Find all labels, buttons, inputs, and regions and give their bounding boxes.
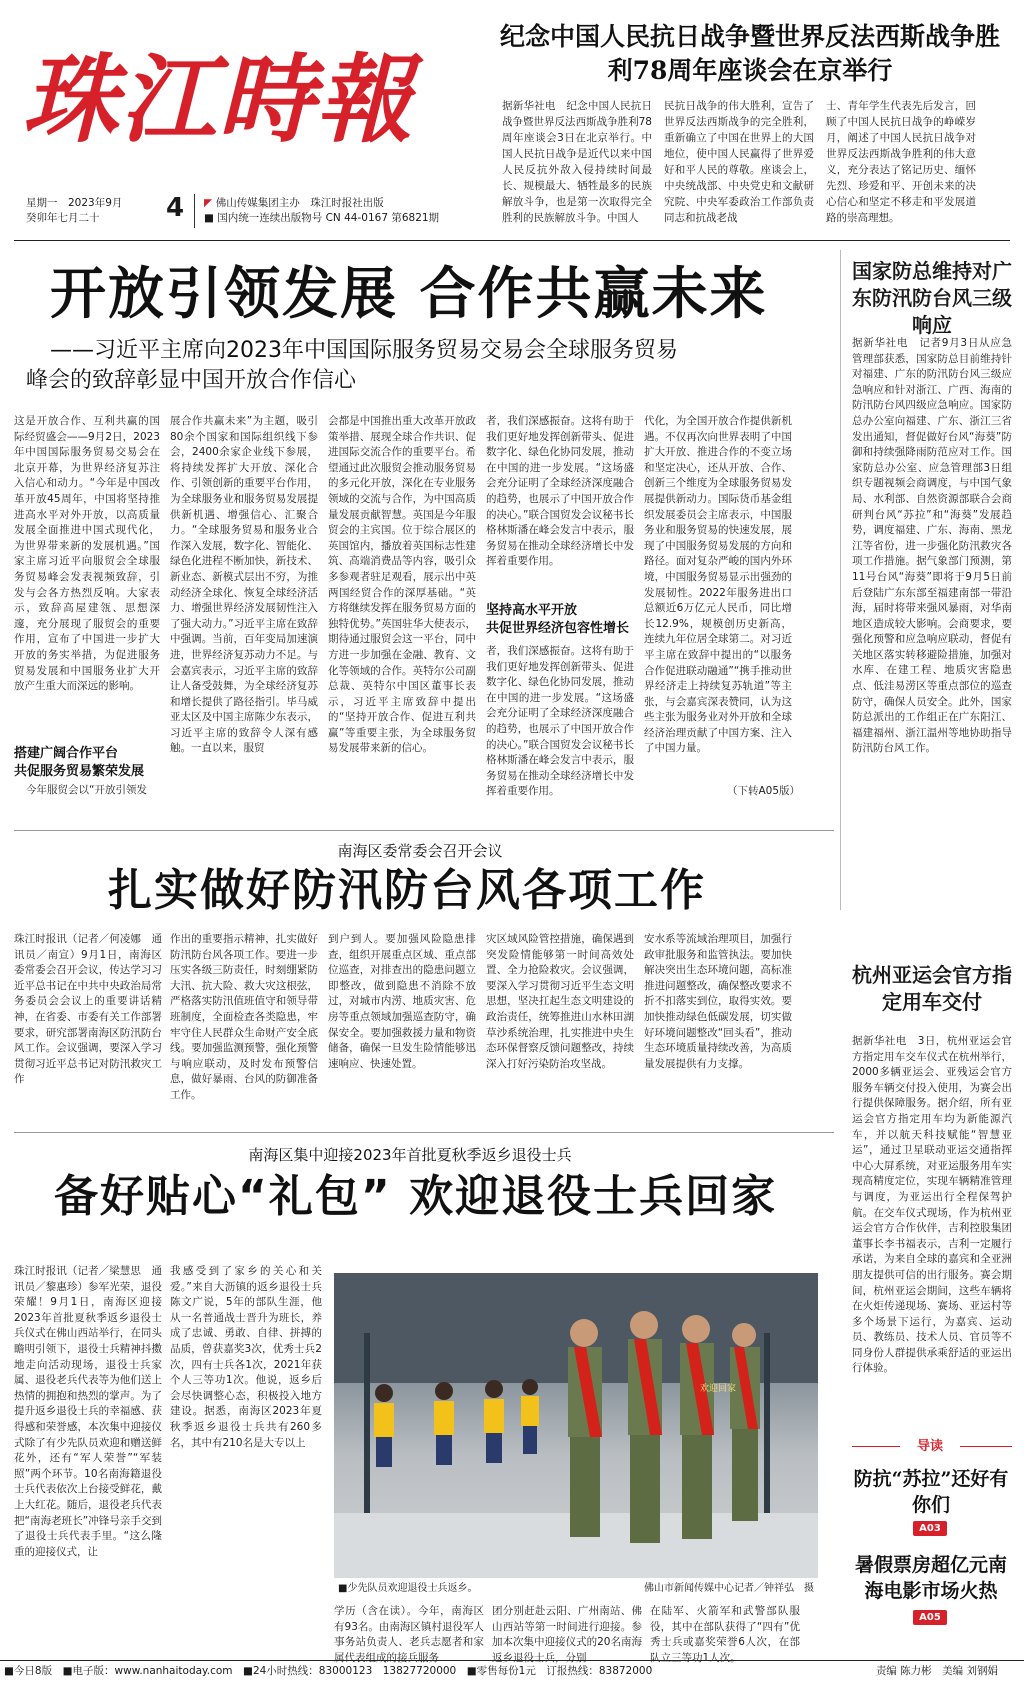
second-story-kicker: 南海区委常委会召开会议 bbox=[337, 842, 503, 860]
second-col-3: 到户到人。要加强风险隐患排查，组织开展重点区域、重点部位巡查，对排查出的隐患问题立即整改，做到隐患不消除不放过，对城市内涝、地质灾害、危房等重点领域加强巡查防守，确保安全。要加强救援力量和物资储备，确保一旦发生险情能够迅速响应、快速处置。 bbox=[328, 933, 476, 1070]
second-col-1: 珠江时报讯（记者／何凌娜 通讯员／南宣）9月1日，南海区委常委会召开会议，传达学习习近平总书记在中共中央政治局常务委员会会议上的重要讲话精神，在省委、市委有关工作部署要求，研究部署南海区防汛防台风工作。会议强调，要深入学习贯彻习近平总书记对防汛救灾工作 bbox=[14, 933, 162, 1086]
top-story-col-3: 士、青年学生代表先后发言，回顾了中国人民抗日战争的峥嵘岁月，阐述了中国人民抗日战争对世界反法西斯战争胜利的伟大意义，充分表达了铭记历史、缅怀先烈、珍爱和平、开创未来的决心信心和坚定不移走和平发展道路的崇高理想。 bbox=[826, 100, 976, 224]
under-photo-col-3: 在陆军、火箭军和武警部队服役，其中在部队获得了“四有”优秀士兵或嘉奖荣誉6人次，在部队立三等功1人次。 bbox=[650, 1605, 800, 1664]
under-photo-col-1: 学历（含在读）。今年，南海区有93名。由南海区镇村退役军人事务站负责人、老兵志愿者和家属代表组成的接兵服务 bbox=[334, 1605, 484, 1664]
page-number: 4 bbox=[166, 193, 185, 223]
date-block bbox=[26, 196, 156, 226]
rc1-body: 据新华社电 记者9月3日从应急管理部获悉，国家防总目前维持针对福建、广东的防汛防台风三级应急响应和针对浙江、广西、海南的防汛防台风四级应急响应。国家防总办公室向福建、广东、浙江三省发出通知，督促做好台风“海葵”防御和持续强降雨防范应对工作。国家防总办公室、应急管理部3日组织专题视频会商调度，与中国气象局、水利部、自然资源部联合会商研判台风“苏拉”和“海葵”发展趋势，调度福建、广东、海南、黑龙江等省份，进一步强化防汛救灾各项工作措施。据气象部门预测，第11号台风“海葵”即将于9月5日前后登陆广东东部至福建南部一带沿海，届时将带来强风暴雨，对华南地区造成较大影响。会商要求，要强化预警和应急响应联动，督促有关地区落实转移避险措施，加强对水库、在建工程、地质灾害隐患点、低洼易涝区等重点部位的巡查防守，确保人员安全。此外，国家防总派出的工作组正在广东阳江、福建福州、浙江温州等地协助指导防汛防台风工作。 bbox=[852, 337, 1012, 755]
main-mid-subhead: 坚持高水平开放 共促世界经济包容性增长 bbox=[486, 603, 630, 636]
footer-info: ■今日8版 ■电子版：www.nanhaitoday.com ■24小时热线：83000123 13827720000 ■零售每份1元 订报热线：83872000 bbox=[4, 1665, 653, 1677]
main-col-4b: 者，我们深感振奋。这将有助于我们更好地发挥创新带头、促进数字化、绿色化协同发展，推动在中国的进一步发展。“这场盛会充分证明了全球经济深度融合的趋势，也展示了中国开放合作的决心。”联合国贸发会议秘书长格林斯潘在峰会发言中表示，服务贸易在推动全球经济增长中发挥着重要作用。 bbox=[486, 645, 634, 798]
license-line: ■ 国内统一连续出版物号 CN 44-0167 第6821期 bbox=[204, 212, 440, 224]
soldier-1 bbox=[568, 1319, 602, 1537]
divider bbox=[194, 194, 195, 228]
main-col-4: 者，我们深感振奋。这将有助于我们更好地发挥创新带头、促进数字化、绿色化协同发展，推动在中国的进一步发展。“这场盛会充分证明了全球经济深度融合的趋势，也展示了中国开放合作的决心。”联合国贸发会议秘书长格林斯潘在峰会发言中表示，服务贸易在推动全球经济增长中发挥着重要作用。 bbox=[486, 415, 634, 568]
guide-item-1-title[interactable]: 防抗“苏拉”还好有你们 bbox=[853, 1468, 1009, 1516]
pillar-right bbox=[764, 1333, 770, 1513]
second-col-5: 安水系等流域治理项目，加强行政审批服务和监管执法。要加快解决突出生态环境问题，高标准推进问题整改，确保整改要求不折不扣落实到位，取得实效。要加快推动绿色低碳发展，切实做好环境问题整改“回头看”，推动生态环境质量持续改善，为高质量发展提供有力支撑。 bbox=[644, 933, 792, 1070]
photo-illustration bbox=[334, 1273, 818, 1578]
second-col-4: 灾区域风险管控措施，确保遇到突发险情能够第一时间高效处置、全力抢险救灾。会议强调，要深入学习贯彻习近平生态文明思想，坚决扛起生态文明建设的政治责任，统筹推进山水林田湖草沙系统治理，扎实推进中央生态环保督察反馈问题整改，持续深入打好污染防治攻坚战。 bbox=[486, 933, 634, 1070]
rc2-body: 据新华社电 3日，杭州亚运会官方指定用车交车仪式在杭州举行，2000多辆亚运会、亚残运会官方服务车辆交付投入使用，为赛会出行提供保障服务。据介绍，所有亚运会官方指定用车均为新能源汽车，并以航天科技赋能“智慧亚运”，通过卫星联动亚运交通指挥中心大屏系统，对亚运服务用车实现高精度定位，实现车辆精准管理与调度，为亚运出行全程保驾护航。在交车仪式现场，作为杭州亚运会官方合作伙伴，吉利控股集团董事长李书福表示，吉利一定履行承诺，为来自全球的嘉宾和全亚洲朋友提供可信的出行服务。赛会期间，杭州亚运会期间，这些车辆将在火炬传递现场、赛场、亚运村等多个场景下运行，为嘉宾、运动员、教练员、技术人员、官员等不同身份人群提供承乘舒适的亚运出行体验。 bbox=[852, 1035, 1012, 1375]
soldier-3 bbox=[680, 1315, 714, 1539]
dateline bbox=[26, 192, 466, 234]
publisher-block bbox=[204, 196, 474, 226]
main-col-5: 代化，为全国开放合作提供新机遇。不仅再次向世界表明了中国扩大开放、推进合作的不变立场和坚定决心，还从开放、合作、创新三个维度为全球服务贸易发展提供新动力。国际货币基金组织发展委员会主席表示，中国服务业和服务贸易的快速发展，展现了中国服务贸易发展的方向和路径。面对复杂严峻的国内外环境，中国服务贸易显示出强劲的发展韧性。2022年服务进出口总额近6万亿元人民币，同比增长12.9%，规模创历史新高，连续九年位居全球第二。对习近平主席在致辞中提出的“以服务合作促进联动融通”“携手推动世界经济走上持续复苏轨道”等主张，与会嘉宾深表赞同，认为这些主张为服务业对外开放和全球经济治理贡献了中国方案、注入了中国力量。 bbox=[644, 415, 792, 755]
main-subhead-2: 峰会的致辞彰显中国开放合作信心 bbox=[26, 368, 357, 393]
weekday-date: 星期一 2023年9月 bbox=[26, 197, 123, 209]
news-photo[interactable] bbox=[334, 1273, 818, 1578]
main-col-1: 这是开放合作、互利共赢的国际经贸盛会——9月2日，2023年中国国际服务贸易交易会在北京开幕，为世界经济复苏注入信心和动力。“今年是中国改革开放45周年，中国将坚持推进高水平对外开放，以高质量发展全面推进中国式现代化，为世界带来新的发展机遇。”国家主席习近平向服贸会全球服务贸易峰会发表视频致辞，引发与会各方热烈反响。大家表示，致辞高屋建瓴、思想深邃，充分展现了服贸会的重要作用，宣布了中国进一步扩大开放的务实举措，为促进服务贸易发展和中国服务业扩大开放产生重大而深远的影响。 bbox=[14, 415, 160, 693]
guide-item-1-badge[interactable]: A03 bbox=[913, 1521, 947, 1536]
top-story-col-1: 据新华社电 纪念中国人民抗日战争暨世界反法西斯战争胜利78周年座谈会3日在北京举行。中国人民抗日战争是近代以来中国人民反抗外敌入侵持续时间最长、规模最大、牺牲最多的民族解放斗争，也是第一次取得完全胜利的民族解放斗争。中国人 bbox=[502, 100, 652, 224]
jump-note[interactable]: （下转A05版） bbox=[726, 785, 800, 797]
third-col-2: 我感受到了家乡的关心和关爱。”来自大沥镇的返乡退役士兵陈文广说，5年的部队生涯，他从一名普通战士晋升为班长，养成了忠诚、勇敢、自律、拼搏的品质，曾获嘉奖3次，优秀士兵2次，四有士兵各1次，2021年获个人三等功1次。他说，返乡后会尽快调整心态，积极投入地方建设。据悉，南海区2023年夏秋季返乡退役士兵共有260多名，其中有210名是大专以上 bbox=[170, 1265, 322, 1449]
rc1-headline[interactable]: 国家防总维持对广东防汛防台风三级响应 bbox=[852, 259, 1012, 337]
section-rule-2 bbox=[14, 1132, 834, 1133]
guide-item-2-title[interactable]: 暑假票房超亿元南海电影市场火热 bbox=[854, 1554, 1007, 1602]
guide-label: 导读 bbox=[900, 1436, 960, 1458]
main-col-2: 展合作共赢未来”为主题，吸引80余个国家和国际组织线下参会，2400余家企业线下参展，将持续发挥扩大开放、深化合作、引领创新的重要平台作用，为全球服务业和服务贸易发展提供新机遇、增强信心、汇聚合力。“全球服务贸易和服务业合作深入发展，数字化、智能化、绿色化进程不断加快，新技术、新业态、新模式层出不穷，为推动经济全球化、恢复全球经济活力、增强世界经济发展韧性注入了强大动力。”习近平主席在致辞中强调。当前，百年变局加速演进，世界经济复苏动力不足。与会嘉宾表示，习近平主席的致辞让人备受鼓舞，为全球经济复苏和增长提供了路径指引。毕马威亚太区及中国主席陈少东表示，习近平主席的致辞令人深有感触。一直以来，服贸 bbox=[170, 415, 318, 755]
main-subhead-1: ——习近平主席向2023年中国国际服务贸易交易会全球服务贸易 bbox=[50, 338, 678, 363]
guide-item-2-badge[interactable]: A05 bbox=[913, 1610, 947, 1625]
second-col-2: 作出的重要指示精神，扎实做好防汛防台风各项工作。要进一步压实各级三防责任，时刻绷紧防大汛、抗大险、救大灾这根弦，严格落实防汛值班值守和领导带班制度，全面检查各类隐患，牢牢守住人民群众生命财产安全底线。要加强监测预警，强化预警与响应联动，及时发布预警信息，做好暴雨、台风的防御准备工作。 bbox=[170, 933, 318, 1101]
column-divider bbox=[840, 250, 841, 910]
caption-text: ■少先队员欢迎退役士兵返乡。 bbox=[338, 1583, 478, 1594]
publisher-logo-icon: ◤ bbox=[204, 197, 216, 209]
child-3 bbox=[484, 1380, 504, 1463]
under-photo-col-2: 团分别赶赴云阳、广州南站、佛山西站等第一时间进行迎接。参加本次集中迎接仪式的20名南海返乡退役士兵，分别 bbox=[492, 1605, 642, 1664]
footer-editors: 责编 陈力彬 美编 刘钢娟 bbox=[875, 1665, 998, 1677]
top-story-col-2: 民抗日战争的伟大胜利，宣告了世界反法西斯战争的完全胜利，重新确立了中国在世界上的大国地位，使中国人民赢得了世界爱好和平人民的尊敬。座谈会上，中央统战部、中央党史和文献研究院、中央军委政治工作部负责同志和抗战老战 bbox=[664, 100, 814, 224]
lunar-date: 癸卯年七月二十 bbox=[26, 212, 100, 224]
soldier-2 bbox=[628, 1311, 662, 1543]
page-footer bbox=[0, 1660, 1024, 1681]
main-headline[interactable]: 开放引领发展 合作共赢未来 bbox=[50, 262, 768, 327]
rc2-headline[interactable]: 杭州亚运会官方指定用车交付 bbox=[852, 963, 1012, 1014]
top-story-headline[interactable]: 纪念中国人民抗日战争暨世界反法西斯战争胜利78周年座谈会在京举行 bbox=[500, 22, 1001, 85]
masthead-rule bbox=[14, 240, 1010, 241]
section-rule bbox=[14, 830, 834, 831]
child-4 bbox=[521, 1379, 539, 1454]
masthead-logo: 珠江時報 bbox=[22, 43, 414, 156]
pillar-left bbox=[364, 1333, 370, 1513]
main-left-tail: 今年服贸会以“开放引领发 bbox=[26, 784, 147, 796]
soldier-4 bbox=[730, 1323, 760, 1521]
sash-text: 欢迎回家 bbox=[700, 1384, 737, 1394]
sponsor-line: ◤ 佛山传媒集团主办 珠江时报社出版 bbox=[204, 197, 384, 209]
third-story-headline[interactable]: 备好贴心“礼包” 欢迎退役士兵回家 bbox=[54, 1171, 778, 1222]
second-story-headline[interactable]: 扎实做好防汛防台风各项工作 bbox=[108, 865, 706, 916]
third-col-1: 珠江时报讯（记者／梁慧思 通讯员／黎惠珍）参军光荣，退役荣耀！9月1日，南海区迎接2023年首批夏秋季返乡退役士兵仪式在佛山西站举行，在同头瞻明引领下，退役士兵精神抖擞地走向活动现场，退役士兵家属、退役老兵代表等为他们送上热情的拥抱和热烈的掌声。为了提升返乡退役士兵的幸福感、获得感和荣誉感，本次集中迎接仪式除了有少先队员欢迎和赠送鲜花外，还有“军人荣誉”“军装照”两个环节。10名南海籍退役士兵代表依次上台接受鲜花，戴上大红花。随后，退役老兵代表把“南海老班长”冲锋号亲手交到了退役士兵代表手里。“这么隆重的迎接仪式，让 bbox=[14, 1265, 162, 1558]
third-story-kicker: 南海区集中迎接2023年首批夏秋季返乡退役士兵 bbox=[248, 1146, 572, 1164]
child-2 bbox=[434, 1382, 454, 1465]
main-left-subhead: 搭建广阔合作平台 共促服务贸易繁荣发展 bbox=[14, 746, 145, 779]
main-col-3: 会都是中国推出重大改革开放政策举措、展现全球合作共识、促进国际交流合作的重要平台。希望通过此次服贸会推动服务贸易的多元化开放，深化在专业服务领域的交流与合作，为中国高质量发展贡献智慧。英国是今年服贸会的主宾国。位于综合展区的英国馆内，播放着英国标志性建筑、高端消费品等内容，吸引众多参观者驻足观看，展示出中英两国经贸合作的深厚基础。“英方将继续发挥在服务贸易方面的独特优势。”英国驻华大使表示，期待通过服贸会这一平台，同中方进一步加强在金融、教育、文化等领域的合作。英特尔公司副总裁、英特尔中国区董事长表示，习近平主席致辞中提出的“坚持开放合作、促进互利共赢”等重要主张，为全球服务贸易发展带来新的信心。 bbox=[328, 415, 476, 755]
child-1 bbox=[374, 1384, 394, 1467]
photo-caption bbox=[334, 1580, 818, 1598]
photo-credit: 佛山市新闻传媒中心记者／钟祥弘 摄 bbox=[644, 1583, 814, 1594]
